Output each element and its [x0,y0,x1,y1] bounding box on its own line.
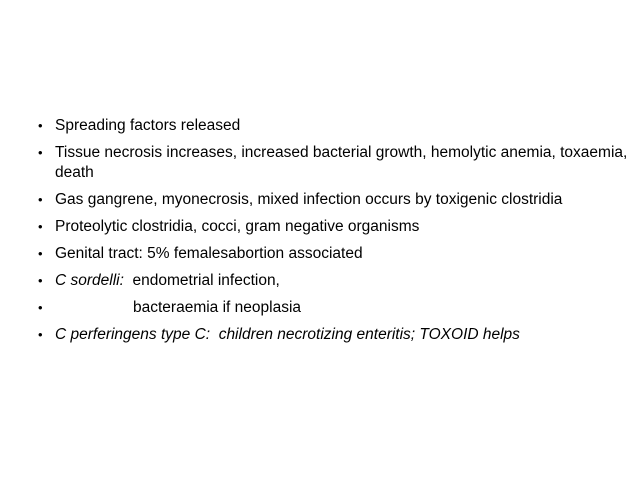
bullet-item-tissue-necrosis [38,143,628,183]
bullet-dot: • [38,300,43,315]
bullet-item-proteolytic-clostridia [38,217,628,237]
bullet-item-c-sordelli [38,271,628,291]
bullet-text: Spreading factors released [55,117,241,134]
bullet-text: Genital tract: 5% femalesabortion associated [55,245,363,262]
bullet-dot: • [38,192,43,207]
bullet-dot: • [38,246,43,261]
bullet-text: Gas gangrene, myonecrosis, mixed infection occurs by toxigenic clostridia [55,191,563,208]
organism-name-c-sordelli: C sordelli: [55,272,124,289]
bullet-dot: • [38,118,43,133]
bullet-item-c-perfringens [38,325,628,345]
bullet-list [38,116,628,352]
bullet-item-bacteraemia [38,298,628,318]
bullet-text: C perferingens type C: children necrotizing enteritis; TOXOID helps [55,326,520,343]
bullet-item-gas-gangrene [38,190,628,210]
bullet-text: Tissue necrosis increases, increased bacterial growth, hemolytic anemia, toxaemia, death [55,144,628,181]
bullet-dot: • [38,273,43,288]
bullet-dot: • [38,219,43,234]
bullet-item-genital-tract [38,244,628,264]
bullet-item-spreading-factors [38,116,628,136]
bullet-text: endometrial infection, [123,272,280,289]
bullet-dot: • [38,145,43,160]
bullet-text: bacteraemia if neoplasia [133,299,302,316]
bullet-text: Proteolytic clostridia, cocci, gram negative organisms [55,218,420,235]
bullet-dot: • [38,327,43,342]
